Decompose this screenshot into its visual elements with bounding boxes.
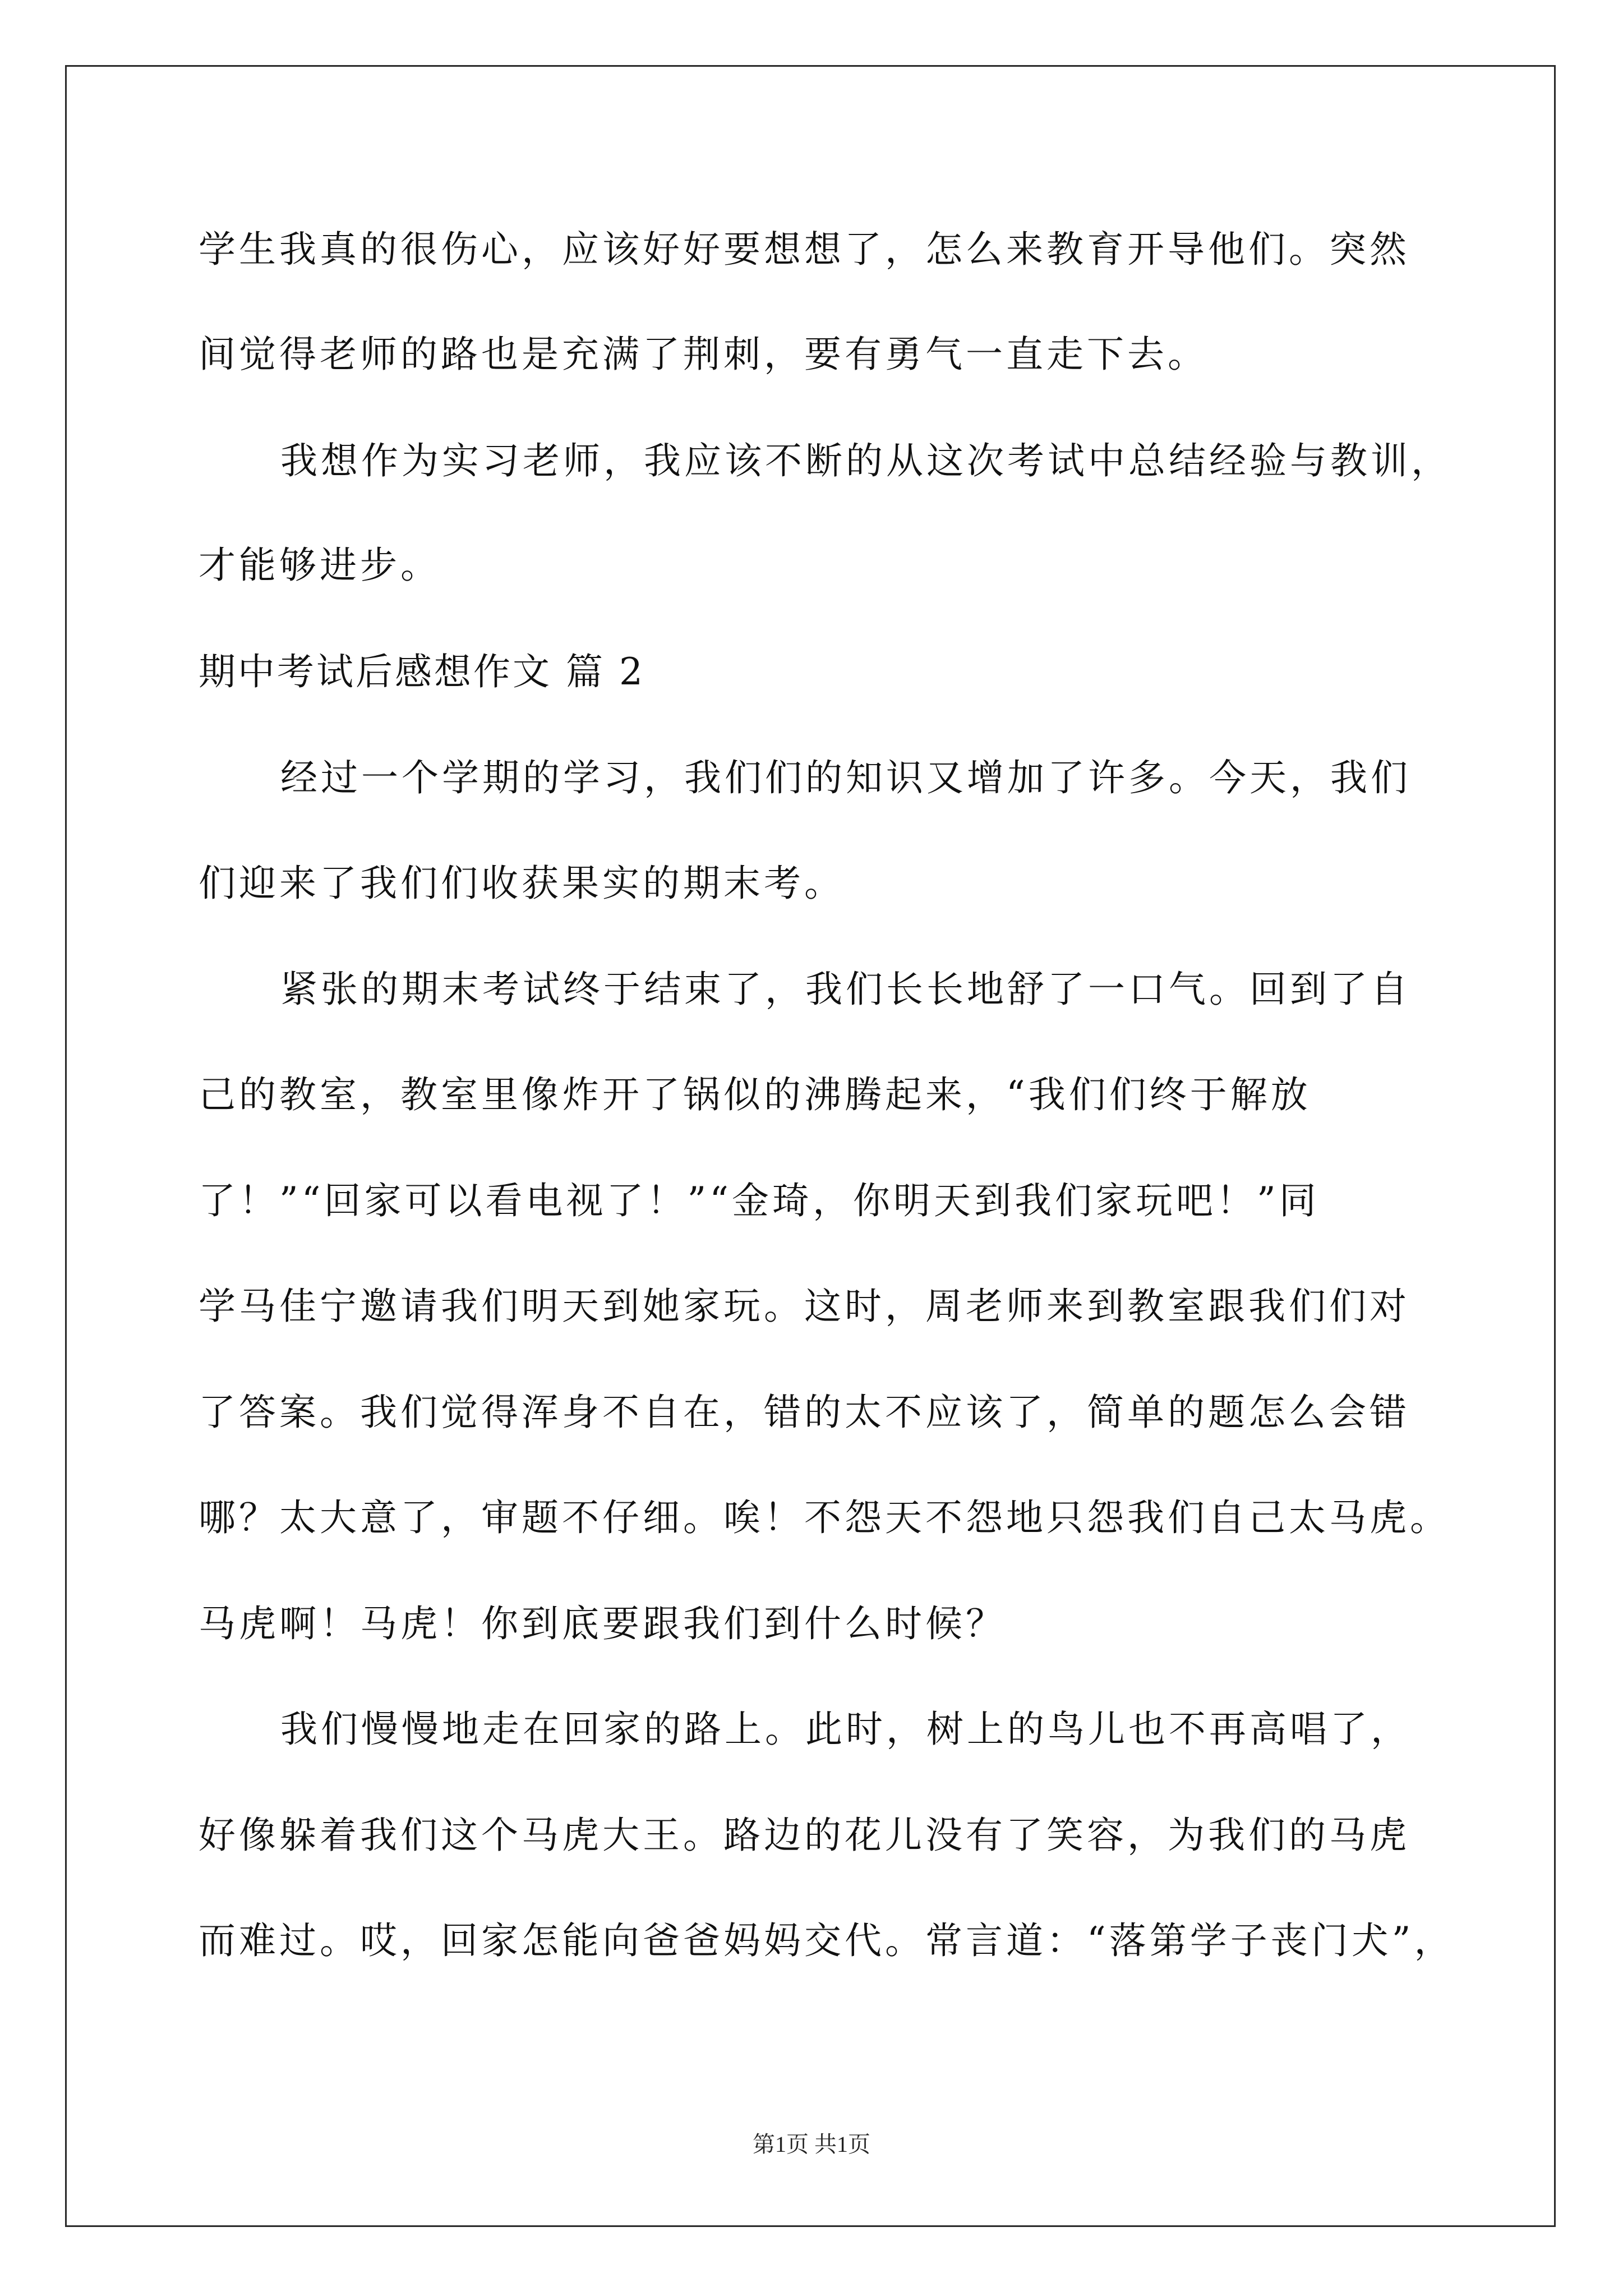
text-line: 紧张的期末考试终于结束了，我们长长地舒了一口气。回到了自 — [280, 968, 1411, 1011]
text-line: 们迎来了我们们收获果实的期末考。 — [199, 862, 845, 905]
text-line: 马虎啊！马虎！你到底要跟我们到什么时候？ — [199, 1602, 1006, 1645]
text-line: 经过一个学期的学习，我们们的知识又增加了许多。今天，我们 — [280, 756, 1411, 799]
page-border — [65, 65, 1556, 2227]
section-heading: 期中考试后感想作文 篇 2 — [199, 650, 645, 693]
text-line: 己的教室，教室里像炸开了锅似的沸腾起来，“我们们终于解放 — [199, 1073, 1311, 1116]
text-line: 我们慢慢地走在回家的路上。此时，树上的鸟儿也不再高唱了， — [280, 1708, 1411, 1751]
text-line: 而难过。哎，回家怎能向爸爸妈妈交代。常言道：“落第学子丧门犬”， — [199, 1919, 1455, 1962]
text-line: 好像躲着我们这个马虎大王。路边的花儿没有了笑容，为我们的马虎 — [199, 1814, 1410, 1857]
text-line: 了答案。我们觉得浑身不自在，错的太不应该了，简单的题怎么会错 — [199, 1391, 1410, 1434]
text-line: 我想作为实习老师，我应该不断的从这次考试中总结经验与教训， — [280, 439, 1451, 482]
text-line: 才能够进步。 — [199, 544, 441, 587]
text-line: 间觉得老师的路也是充满了荆刺，要有勇气一直走下去。 — [199, 333, 1208, 376]
text-line: 了！”“回家可以看电视了！”“金琦，你明天到我们家玩吧！”同 — [199, 1179, 1320, 1222]
page-footer: 第1页 共1页 — [753, 2132, 870, 2157]
text-line: 学生我真的很伤心，应该好好要想想了，怎么来教育开导他们。突然 — [199, 228, 1410, 271]
text-line: 学马佳宁邀请我们明天到她家玩。这时，周老师来到教室跟我们们对 — [199, 1285, 1410, 1328]
text-line: 哪？太大意了，审题不仔细。唉！不怨天不怨地只怨我们自己太马虎。 — [199, 1496, 1450, 1539]
